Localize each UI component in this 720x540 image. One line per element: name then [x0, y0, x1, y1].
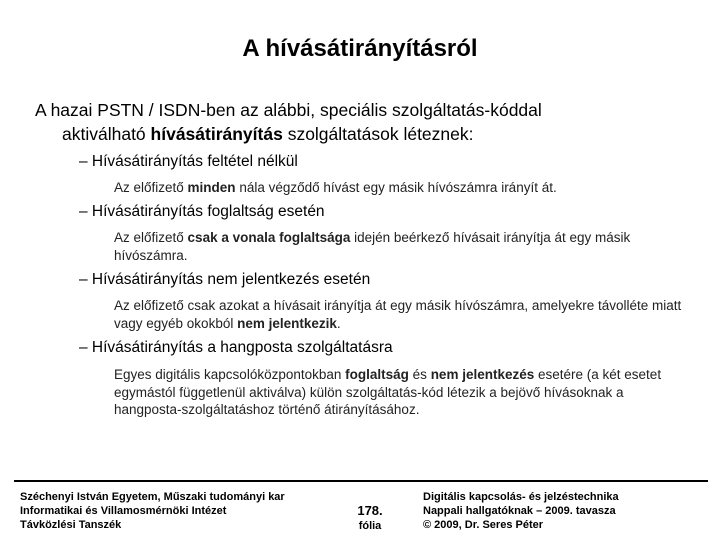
footer-left-line-3: Távközlési Tanszék [20, 519, 122, 531]
desc-bold: minden [187, 180, 236, 195]
slide-number: 178. [357, 503, 383, 518]
desc-text: idején beérkező hívásait irányítja át egy másik hívószámra. [114, 230, 631, 263]
intro-text-end: szolgáltatások léteznek: [282, 124, 474, 144]
desc-bold: foglaltság [345, 367, 409, 382]
desc-text: Az előfizető [114, 230, 188, 245]
desc-text: Az előfizető csak azokat a hívásait irányítja át egy másik hívószámra, amelyekre távolléte miatt vagy egyéb okokból [114, 298, 682, 331]
footer-right-line-2: Nappali hallgatóknak – 2009. tavasza [423, 505, 616, 517]
item-desc-4 [114, 366, 694, 419]
desc-text: Egyes digitális kapcsolóközpontokban [114, 367, 346, 382]
item-desc-3 [114, 297, 694, 332]
desc-text: . [336, 315, 341, 331]
footer-institution [20, 490, 330, 532]
slide-title: A hívásátirányításról [242, 35, 478, 62]
intro-bold-term: hívásátirányítás [150, 124, 283, 144]
footer-left-line-2: Informatikai és Villamosmérnöki Intézet [20, 505, 227, 517]
desc-text: esetére (a két esetet egymástól függetlenül aktiválva) külön szolgáltatás-kód létezik a bejövő hívásoknak a hangposta-szolgáltatáshoz történő átirányításához. [114, 367, 662, 417]
footer-right-line-3: © 2009, Dr. Seres Péter [423, 519, 544, 531]
footer-slide-number [345, 503, 395, 533]
item-desc-2 [114, 229, 694, 264]
footer-course [423, 490, 713, 532]
item-heading-3: – Hívásátirányítás nem jelentkezés esetén [79, 271, 371, 288]
item-heading-1: – Hívásátirányítás feltétel nélkül [79, 153, 298, 170]
intro-line-1: A hazai PSTN / ISDN-ben az alábbi, speciális szolgáltatás-kóddal [35, 100, 542, 120]
intro-paragraph [35, 98, 675, 146]
item-desc-1 [114, 179, 694, 197]
intro-text: aktiválható [62, 124, 151, 144]
footer-right-line-1: Digitális kapcsolás- és jelzéstechnika [423, 491, 619, 503]
desc-bold: csak a vonala foglaltsága [187, 230, 351, 245]
footer-left-line-1: Széchenyi István Egyetem, Műszaki tudományi kar [20, 491, 285, 503]
desc-bold: nem jelentkezés [430, 367, 535, 382]
slide-number-label: fólia [358, 520, 382, 532]
desc-bold: nem jelentkezik [237, 315, 337, 331]
item-heading-2: – Hívásátirányítás foglaltság esetén [79, 203, 325, 220]
desc-text: és [408, 367, 431, 382]
item-heading-4: – Hívásátirányítás a hangposta szolgáltatásra [79, 339, 393, 356]
desc-text: nála végződő hívást egy másik hívószámra irányít át. [235, 180, 557, 195]
intro-line-2 [35, 122, 675, 146]
desc-text: Az előfizető [114, 180, 188, 195]
footer-divider [14, 480, 708, 482]
